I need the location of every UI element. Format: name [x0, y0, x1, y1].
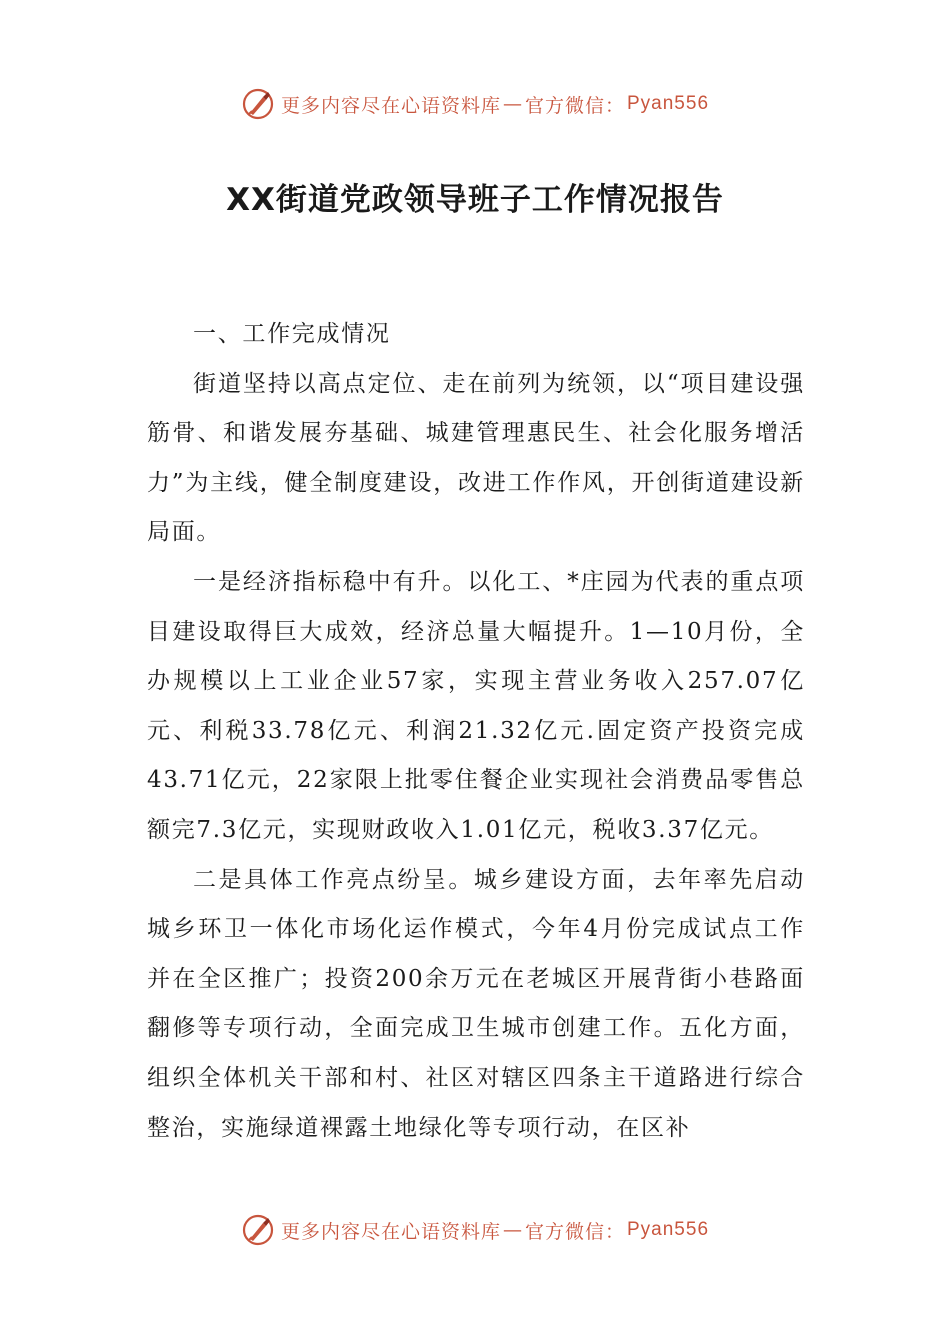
watermark-brand-text: 更多内容尽在心语资料库	[280, 1220, 501, 1243]
body-paragraph-highlights: 二是具体工作亮点纷呈。城乡建设方面，去年率先启动城乡环卫一体化市场化运作模式，今年4月份完成试点工作并在全区推广；投资200余万元在老城区开展背街小巷路面翻修等专项行动，全面完成卫生城市创建工作。五化方面，组织全体机关干部和村、社区对辖区四条主干道路进行综合整治，实施绿道裸露土地绿化等专项行动，在区补	[147, 866, 805, 1141]
watermark-official-label: 官方微信：	[524, 1220, 625, 1243]
fountain-pen-logo-icon	[241, 87, 275, 121]
body-paragraph-intro: 街道坚持以高点定位、走在前列为统领，以“项目建设强筋骨、和谐发展夯基础、城建管理惠民生、社会化服务增活力”为主线，健全制度建设，改进工作作风，开创街道建设新局面。	[147, 370, 805, 546]
header-watermark	[0, 84, 950, 124]
watermark-dash: —	[502, 93, 523, 115]
section-heading: 一、工作完成情况	[193, 321, 391, 347]
watermark-wechat-handle: Pyan556	[627, 1219, 710, 1240]
watermark-brand-text: 更多内容尽在心语资料库	[280, 94, 501, 117]
watermark-wechat-handle: Pyan556	[627, 93, 710, 114]
watermark-official-label: 官方微信：	[524, 94, 625, 117]
footer-watermark	[0, 1210, 950, 1250]
fountain-pen-logo-icon	[241, 1213, 275, 1247]
document-title: XX街道党政领导班子工作情况报告	[226, 182, 724, 218]
document-body	[147, 310, 805, 1153]
watermark-dash: —	[502, 1219, 523, 1241]
body-paragraph-economy: 一是经济指标稳中有升。以化工、*庄园为代表的重点项目建设取得巨大成效，经济总量大幅提升。1—10月份，全办规模以上工业企业57家，实现主营业务收入257.07亿元、利税33.78亿元、利润21.32亿元.固定资产投资完成43.71亿元，22家限上批零住餐企业实现社会消费品零售总额完7.3亿元，实现财政收入1.01亿元，税收3.37亿元。	[147, 568, 805, 843]
